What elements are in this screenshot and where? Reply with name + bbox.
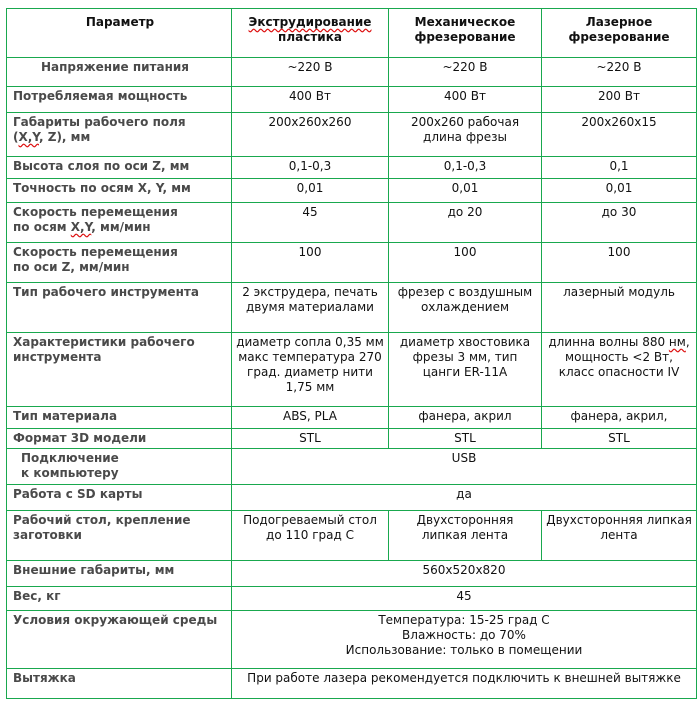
spec-table — [6, 8, 697, 699]
row-accuracy — [7, 179, 697, 203]
label-work-table: Рабочий стол, крепление заготовки — [7, 511, 232, 561]
label-environment: Условия окружающей среды — [7, 611, 232, 669]
format-extrusion: STL — [232, 429, 389, 449]
row-voltage — [7, 58, 697, 87]
connection-value: USB — [232, 449, 697, 485]
row-tool-type — [7, 283, 697, 333]
layer-mechanical: 0,1-0,3 — [389, 157, 542, 179]
header-laser: Лазерное фрезерование — [542, 9, 697, 58]
power-laser: 200 Вт — [542, 87, 697, 113]
accuracy-extrusion: 0,01 — [232, 179, 389, 203]
row-field — [7, 113, 697, 157]
header-param: Параметр — [7, 9, 232, 58]
label-speed-z — [7, 243, 232, 283]
format-mechanical: STL — [389, 429, 542, 449]
row-layer — [7, 157, 697, 179]
material-extrusion: ABS, PLA — [232, 407, 389, 429]
tool-specs-laser-post: , мощность <2 Вт, класс опасности IV — [558, 335, 690, 379]
label-tool-type: Тип рабочего инструмента — [7, 283, 232, 333]
tool-type-laser: лазерный модуль — [542, 283, 697, 333]
row-speed-xy — [7, 203, 697, 243]
label-sd: Работа с SD карты — [7, 485, 232, 511]
work-table-mechanical: Двухсторонняя липкая лента — [389, 511, 542, 561]
row-power — [7, 87, 697, 113]
label-voltage: Напряжение питания — [7, 58, 232, 87]
sd-value: да — [232, 485, 697, 511]
exhaust-value: При работе лазера рекомендуется подключить к внешней вытяжке — [232, 669, 697, 699]
power-extrusion: 400 Вт — [232, 87, 389, 113]
label-connection — [7, 449, 232, 485]
accuracy-laser: 0,01 — [542, 179, 697, 203]
tool-specs-extrusion: диаметр сопла 0,35 мм макс температура 270 град. диаметр нити 1,75 мм — [232, 333, 389, 407]
row-format — [7, 429, 697, 449]
work-table-extrusion: Подогреваемый стол до 110 град С — [232, 511, 389, 561]
environment-value — [232, 611, 697, 669]
tool-specs-laser-pre: длинна волны 880 — [548, 335, 669, 349]
accuracy-mechanical: 0,01 — [389, 179, 542, 203]
label-weight: Вес, кг — [7, 587, 232, 611]
material-laser: фанера, акрил, — [542, 407, 697, 429]
header-extrusion-word: Экструдирование — [248, 15, 372, 29]
layer-laser: 0,1 — [542, 157, 697, 179]
speed-xy-extrusion: 45 — [232, 203, 389, 243]
label-speed-xy — [7, 203, 232, 243]
environment-humidity: Влажность: до 70% — [402, 628, 526, 642]
label-exhaust: Вытяжка — [7, 669, 232, 699]
label-speed-z-text: Скорость перемещения по оси Z, мм/мин — [13, 245, 178, 274]
row-connection — [7, 449, 697, 485]
label-accuracy: Точность по осям X, Y, мм — [7, 179, 232, 203]
label-material: Тип материала — [7, 407, 232, 429]
work-table-laser: Двухсторонняя липкая лента — [542, 511, 697, 561]
header-extrusion — [232, 9, 389, 58]
row-exhaust — [7, 669, 697, 699]
label-layer: Высота слоя по оси Z, мм — [7, 157, 232, 179]
environment-temperature: Температура: 15-25 град С — [378, 613, 550, 627]
weight-value: 45 — [232, 587, 697, 611]
label-field-axes: X,Y — [18, 130, 39, 144]
voltage-mechanical: ~220 В — [389, 58, 542, 87]
label-field — [7, 113, 232, 157]
spec-table-container — [6, 8, 696, 699]
row-dimensions — [7, 561, 697, 587]
label-power: Потребляемая мощность — [7, 87, 232, 113]
row-environment — [7, 611, 697, 669]
label-speed-xy-line1: Скорость перемещения — [13, 205, 178, 219]
environment-usage: Использование: только в помещении — [345, 643, 583, 657]
row-sd — [7, 485, 697, 511]
label-speed-xy-axes: X,Y — [70, 220, 92, 234]
label-speed-xy-post: , мм/мин — [91, 220, 151, 234]
speed-xy-laser: до 30 — [542, 203, 697, 243]
label-tool-specs: Характеристики рабочего инструмента — [7, 333, 232, 407]
voltage-laser: ~220 В — [542, 58, 697, 87]
speed-z-laser: 100 — [542, 243, 697, 283]
label-field-line1: Габариты рабочего поля — [13, 115, 186, 129]
label-dimensions: Внешние габариты, мм — [7, 561, 232, 587]
row-material — [7, 407, 697, 429]
power-mechanical: 400 Вт — [389, 87, 542, 113]
field-extrusion: 200x260x260 — [232, 113, 389, 157]
tool-type-extrusion: 2 экструдера, печать двумя материалами — [232, 283, 389, 333]
header-extrusion-rest: пластика — [278, 30, 342, 44]
row-weight — [7, 587, 697, 611]
row-speed-z — [7, 243, 697, 283]
material-mechanical: фанера, акрил — [389, 407, 542, 429]
speed-xy-mechanical: до 20 — [389, 203, 542, 243]
tool-specs-laser-unit: нм — [668, 335, 686, 349]
label-field-pre: ( — [13, 130, 19, 144]
row-work-table — [7, 511, 697, 561]
speed-z-mechanical: 100 — [389, 243, 542, 283]
field-laser: 200x260x15 — [542, 113, 697, 157]
label-format: Формат 3D модели — [7, 429, 232, 449]
label-speed-xy-pre: по осям — [13, 220, 71, 234]
voltage-extrusion: ~220 В — [232, 58, 389, 87]
speed-z-extrusion: 100 — [232, 243, 389, 283]
field-mechanical: 200x260 рабочая длина фрезы — [389, 113, 542, 157]
dimensions-value: 560x520x820 — [232, 561, 697, 587]
label-field-post: , Z), мм — [39, 130, 91, 144]
header-mechanical: Механическое фрезерование — [389, 9, 542, 58]
format-laser: STL — [542, 429, 697, 449]
tool-specs-laser — [542, 333, 697, 407]
label-connection-text: Подключение к компьютеру — [21, 451, 119, 480]
header-row — [7, 9, 697, 58]
tool-specs-mechanical: диаметр хвостовика фрезы 3 мм, тип цанги ER-11A — [389, 333, 542, 407]
row-tool-specs — [7, 333, 697, 407]
layer-extrusion: 0,1-0,3 — [232, 157, 389, 179]
tool-type-mechanical: фрезер с воздушным охлаждением — [389, 283, 542, 333]
